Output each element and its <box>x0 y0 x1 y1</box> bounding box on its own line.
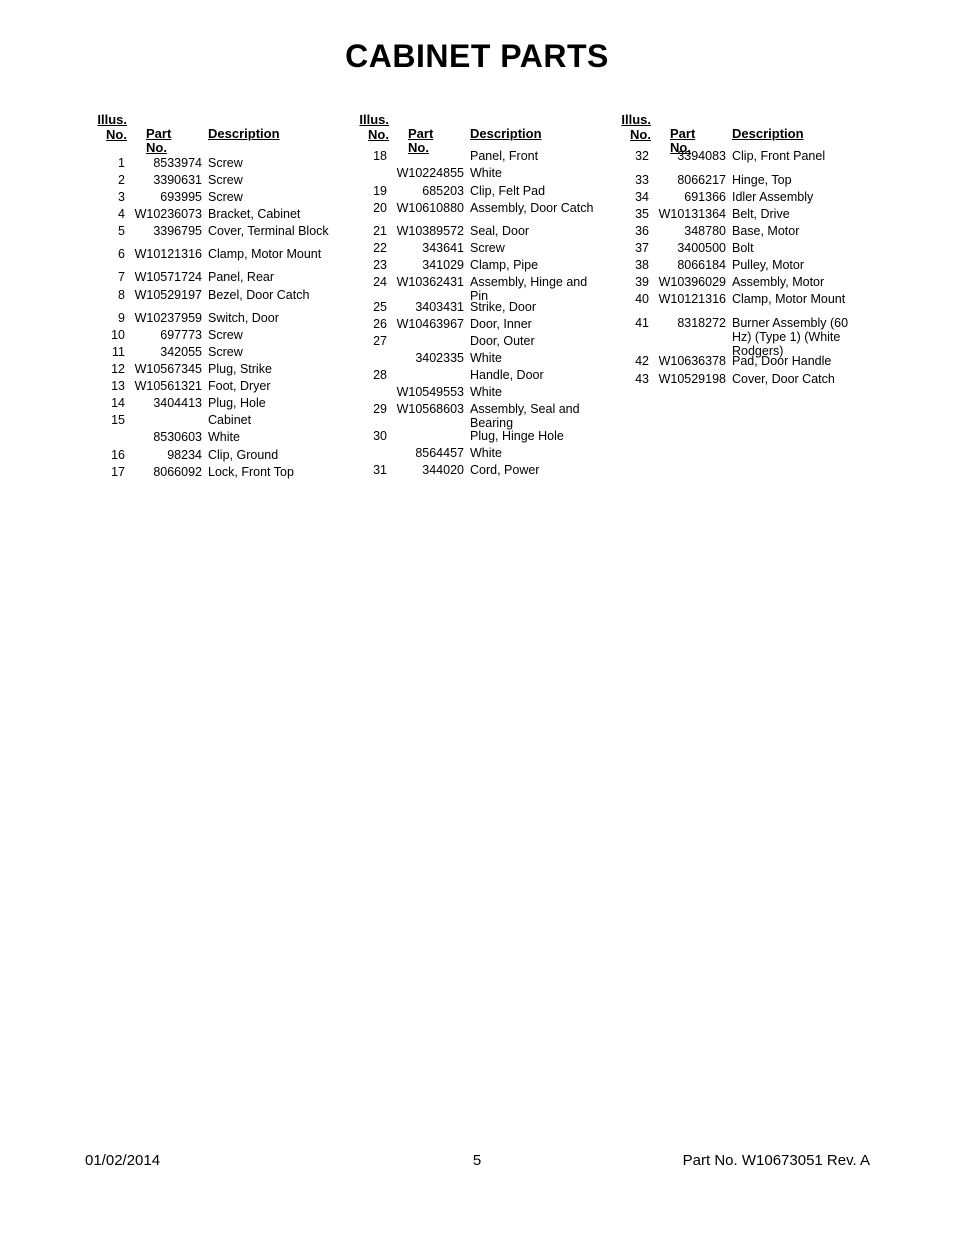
illus-no: 17 <box>111 465 125 479</box>
illus-no: 43 <box>635 372 649 386</box>
part-description: White <box>208 430 240 444</box>
part-number: 8066184 <box>677 258 726 272</box>
part-number: 8564457 <box>415 446 464 460</box>
illus-no: 2 <box>118 173 125 187</box>
part-number: 693995 <box>160 190 202 204</box>
illus-no: 40 <box>635 292 649 306</box>
footer-page-number: 5 <box>472 1152 482 1169</box>
illus-no: 39 <box>635 275 649 289</box>
part-number: W10396029 <box>658 275 726 289</box>
part-number: W10121316 <box>134 247 202 261</box>
part-description: Pad, Door Handle <box>732 354 832 368</box>
part-description: White <box>470 446 502 460</box>
part-description: Plug, Hole <box>208 396 266 410</box>
part-number: 3403431 <box>415 300 464 314</box>
illus-no: 1 <box>118 156 125 170</box>
part-number: 3402335 <box>415 351 464 365</box>
illus-no: 13 <box>111 379 125 393</box>
part-number: W10121316 <box>658 292 726 306</box>
part-description: Seal, Door <box>470 224 530 238</box>
part-description: Pulley, Motor <box>732 258 805 272</box>
part-number: 3400500 <box>677 241 726 255</box>
illus-no: 30 <box>373 429 387 443</box>
illus-no: 4 <box>118 207 125 221</box>
part-no-header: Part No. <box>408 126 434 155</box>
part-description: Strike, Door <box>470 300 536 314</box>
part-description: White <box>470 385 502 399</box>
illus-no: 19 <box>373 184 387 198</box>
illus-no: 42 <box>635 354 649 368</box>
part-description: Assembly, Door Catch <box>470 201 594 215</box>
part-number: 3404413 <box>153 396 202 410</box>
illus-no: 41 <box>635 316 649 330</box>
part-number: 3396795 <box>153 224 202 238</box>
part-description: Screw <box>208 328 243 342</box>
part-description: Clip, Felt Pad <box>470 184 546 198</box>
part-number: 8066217 <box>677 173 726 187</box>
part-no-header: Part No. <box>670 126 696 155</box>
illus-no: 35 <box>635 207 649 221</box>
part-number: W10567345 <box>134 362 202 376</box>
part-number: W10362431 <box>396 275 464 289</box>
page-title: CABINET PARTS <box>345 38 609 74</box>
illus-no: 34 <box>635 190 649 204</box>
part-description: Assembly, Hinge and Pin <box>470 275 588 303</box>
part-description: Clamp, Motor Mount <box>208 247 322 261</box>
part-description: Screw <box>208 190 243 204</box>
part-number: 3390631 <box>153 173 202 187</box>
part-number: W10610880 <box>396 201 464 215</box>
illus-no: 31 <box>373 463 387 477</box>
part-number: 8066092 <box>153 465 202 479</box>
part-number: 348780 <box>684 224 726 238</box>
part-number: W10131364 <box>658 207 726 221</box>
illus-no: 18 <box>373 149 387 163</box>
part-number: W10568603 <box>396 402 464 416</box>
illus-no: 33 <box>635 173 649 187</box>
part-description: Clamp, Pipe <box>470 258 539 272</box>
part-number: 341029 <box>422 258 464 272</box>
part-number: W10236073 <box>134 207 202 221</box>
illus-no: 10 <box>111 328 125 342</box>
part-description: Assembly, Motor <box>732 275 825 289</box>
illus-no: 36 <box>635 224 649 238</box>
part-number: 98234 <box>167 448 202 462</box>
part-number: 8533974 <box>153 156 202 170</box>
part-number: 3394083 <box>677 149 726 163</box>
illus-no: 12 <box>111 362 125 376</box>
part-description: White <box>470 351 502 365</box>
part-number: W10529197 <box>134 288 202 302</box>
part-description: Clip, Ground <box>208 448 279 462</box>
footer-date: 01/02/2014 <box>85 1152 161 1169</box>
illus-no: 7 <box>118 270 125 284</box>
part-number: W10636378 <box>658 354 726 368</box>
illus-no: 38 <box>635 258 649 272</box>
part-description: Screw <box>208 173 243 187</box>
part-description: Clamp, Motor Mount <box>732 292 846 306</box>
illus-no: 32 <box>635 149 649 163</box>
part-number: W10561321 <box>134 379 202 393</box>
part-description: Bezel, Door Catch <box>208 288 310 302</box>
illus-no: 21 <box>373 224 387 238</box>
part-number: W10389572 <box>396 224 464 238</box>
part-description: Burner Assembly (60 Hz) (Type 1) (White Rodgers) <box>732 316 849 358</box>
part-description: Base, Motor <box>732 224 800 238</box>
illus-no: 16 <box>111 448 125 462</box>
illus-no: 29 <box>373 402 387 416</box>
description-header: Description <box>732 126 804 141</box>
illus-no: 28 <box>373 368 387 382</box>
part-description: Cover, Terminal Block <box>208 224 329 238</box>
part-description: Hinge, Top <box>732 173 792 187</box>
illus-no: 6 <box>118 247 125 261</box>
illus-no: 26 <box>373 317 387 331</box>
footer-part-number: Part No. W10673051 Rev. A <box>682 1152 870 1169</box>
part-number: 343641 <box>422 241 464 255</box>
part-description: Bracket, Cabinet <box>208 207 301 221</box>
part-description: Screw <box>208 156 243 170</box>
part-description: Plug, Hinge Hole <box>470 429 564 443</box>
part-number: W10237959 <box>134 311 202 325</box>
part-description: Bolt <box>732 241 754 255</box>
illus-no-header: Illus. No. <box>97 112 127 142</box>
part-description: Cover, Door Catch <box>732 372 835 386</box>
part-number: 8530603 <box>153 430 202 444</box>
part-number: 685203 <box>422 184 464 198</box>
part-number: W10224855 <box>396 166 464 180</box>
part-number: W10549553 <box>396 385 464 399</box>
part-description: Door, Outer <box>470 334 535 348</box>
part-number: 691366 <box>684 190 726 204</box>
part-description: Handle, Door <box>470 368 544 382</box>
part-number: 697773 <box>160 328 202 342</box>
part-description: Plug, Strike <box>208 362 272 376</box>
illus-no: 22 <box>373 241 387 255</box>
part-description: Idler Assembly <box>732 190 814 204</box>
part-number: 8318272 <box>677 316 726 330</box>
illus-no: 37 <box>635 241 649 255</box>
illus-no: 5 <box>118 224 125 238</box>
part-description: Panel, Front <box>470 149 539 163</box>
part-description: Assembly, Seal and Bearing <box>470 402 580 430</box>
part-description: Switch, Door <box>208 311 279 325</box>
part-description: Screw <box>208 345 243 359</box>
part-description: White <box>470 166 502 180</box>
part-number: W10463967 <box>396 317 464 331</box>
part-description: Clip, Front Panel <box>732 149 826 163</box>
part-number: W10529198 <box>658 372 726 386</box>
part-description: Cord, Power <box>470 463 540 477</box>
part-description: Panel, Rear <box>208 270 275 284</box>
illus-no: 9 <box>118 311 125 325</box>
part-description: Door, Inner <box>470 317 532 331</box>
description-header: Description <box>470 126 542 141</box>
illus-no: 27 <box>373 334 387 348</box>
illus-no-header: Illus. No. <box>621 112 651 142</box>
part-description: Lock, Front Top <box>208 465 294 479</box>
part-number: 342055 <box>160 345 202 359</box>
illus-no: 25 <box>373 300 387 314</box>
part-number: W10571724 <box>134 270 202 284</box>
illus-no: 20 <box>373 201 387 215</box>
illus-no-header: Illus. No. <box>359 112 389 142</box>
illus-no: 14 <box>111 396 125 410</box>
part-description: Belt, Drive <box>732 207 790 221</box>
part-no-header: Part No. <box>146 126 172 155</box>
part-description: Foot, Dryer <box>208 379 271 393</box>
part-description: Cabinet <box>208 413 252 427</box>
illus-no: 3 <box>118 190 125 204</box>
description-header: Description <box>208 126 280 141</box>
illus-no: 24 <box>373 275 387 289</box>
part-description: Screw <box>470 241 505 255</box>
illus-no: 15 <box>111 413 125 427</box>
illus-no: 11 <box>112 345 125 359</box>
part-number: 344020 <box>422 463 464 477</box>
illus-no: 23 <box>373 258 387 272</box>
illus-no: 8 <box>118 288 125 302</box>
